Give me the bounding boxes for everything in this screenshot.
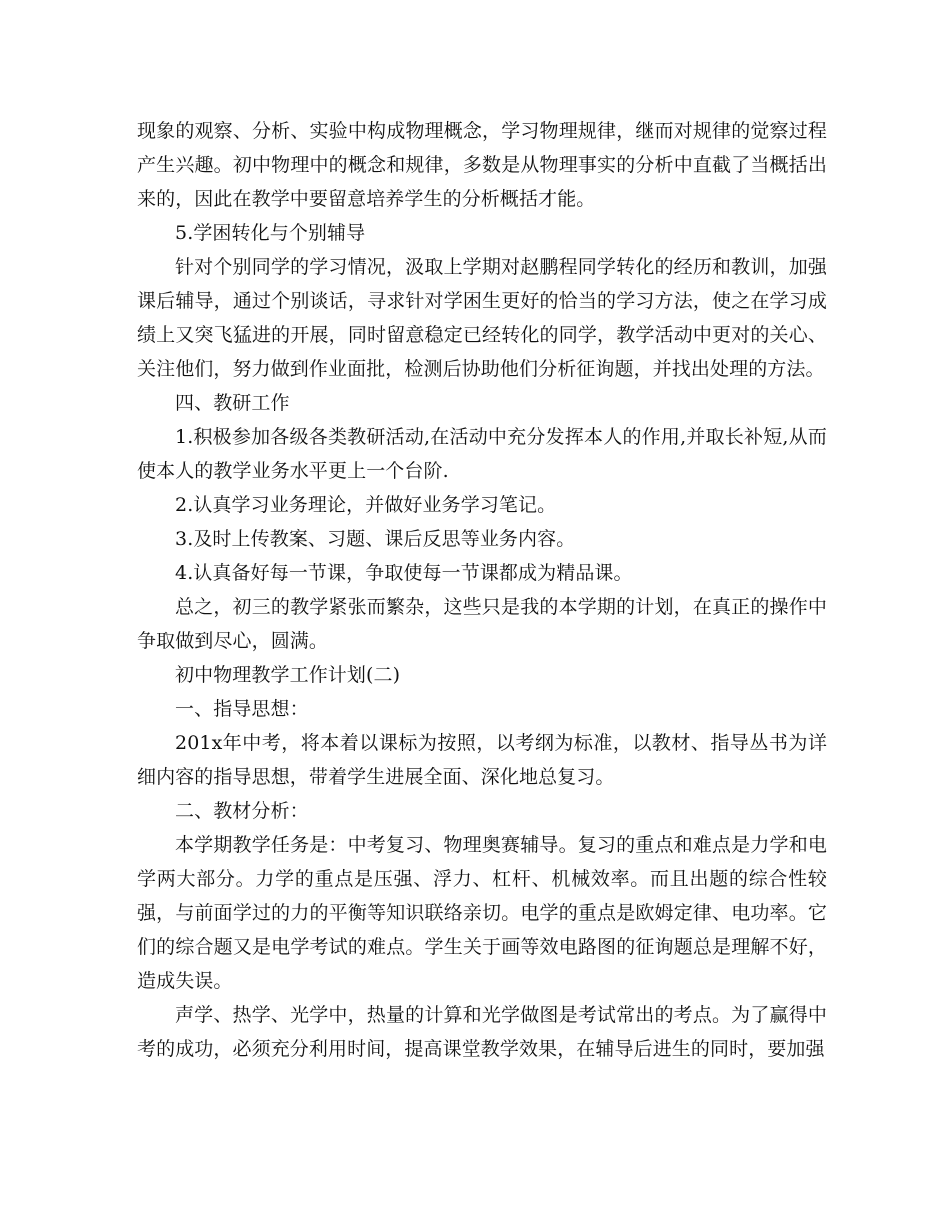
paragraph-15: 声学、热学、光学中，热量的计算和光学做图是考试常出的考点。为了赢得中考的成功，必须充分利用时间，提高课堂教学效果，在辅导后进生的同时，要加强 — [137, 1004, 827, 1060]
paragraph-14: 本学期教学任务是：中考复习、物理奥赛辅导。复习的重点和难点是力学和电学两大部分。力学的重点是压强、浮力、杠杆、机械效率。而且出题的综合性较强，与前面学过的力的平衡等知识联络亲切。电学的重点是欧姆定律、电功率。它们的综合题又是电学考试的难点。学生关于画等效电路图的征询题总是理解不好，造成失误。 — [137, 834, 827, 992]
paragraph-3: 针对个别同学的学习情况，汲取上学期对赵鹏程同学转化的经历和教训，加强课后辅导，通过个别谈话，寻求针对学困生更好的恰当的学习方法，使之在学习成绩上又突飞猛进的开展，同时留意稳定已经转化的同学，教学活动中更对的关心、关注他们，努力做到作业面批，检测后协助他们分析征询题，并找出处理的方法。 — [137, 256, 827, 380]
paragraph-10: 初中物理教学工作计划(二) — [175, 664, 401, 686]
paragraph-6: 2.认真学习业务理论，并做好业务学习笔记。 — [175, 494, 557, 516]
document-body — [137, 114, 827, 1066]
paragraph-12: 201x年中考，将本着以课标为按照，以考纲为标准，以教材、指导丛书为详细内容的指导思想，带着学生进展全面、深化地总复习。 — [137, 732, 827, 788]
paragraph-9: 总之，初三的教学紧张而繁杂，这些只是我的本学期的计划，在真正的操作中争取做到尽心，圆满。 — [137, 596, 827, 652]
paragraph-5: 1.积极参加各级各类教研活动,在活动中充分发挥本人的作用,并取长补短,从而使本人的教学业务水平更上一个台阶. — [137, 426, 827, 482]
paragraph-8: 4.认真备好每一节课，争取使每一节课都成为精品课。 — [175, 562, 633, 584]
paragraph-4: 四、教研工作 — [175, 392, 290, 414]
paragraph-1: 现象的观察、分析、实验中构成物理概念，学习物理规律，继而对规律的觉察过程产生兴趣。初中物理中的概念和规律，多数是从物理事实的分析中直截了当概括出来的，因此在教学中要留意培养学生的分析概括才能。 — [137, 120, 827, 210]
paragraph-7: 3.及时上传教案、习题、课后反思等业务内容。 — [175, 528, 576, 550]
paragraph-2: 5.学困转化与个别辅导 — [175, 222, 366, 244]
paragraph-11: 一、指导思想： — [175, 698, 309, 720]
paragraph-13: 二、教材分析： — [175, 800, 309, 822]
